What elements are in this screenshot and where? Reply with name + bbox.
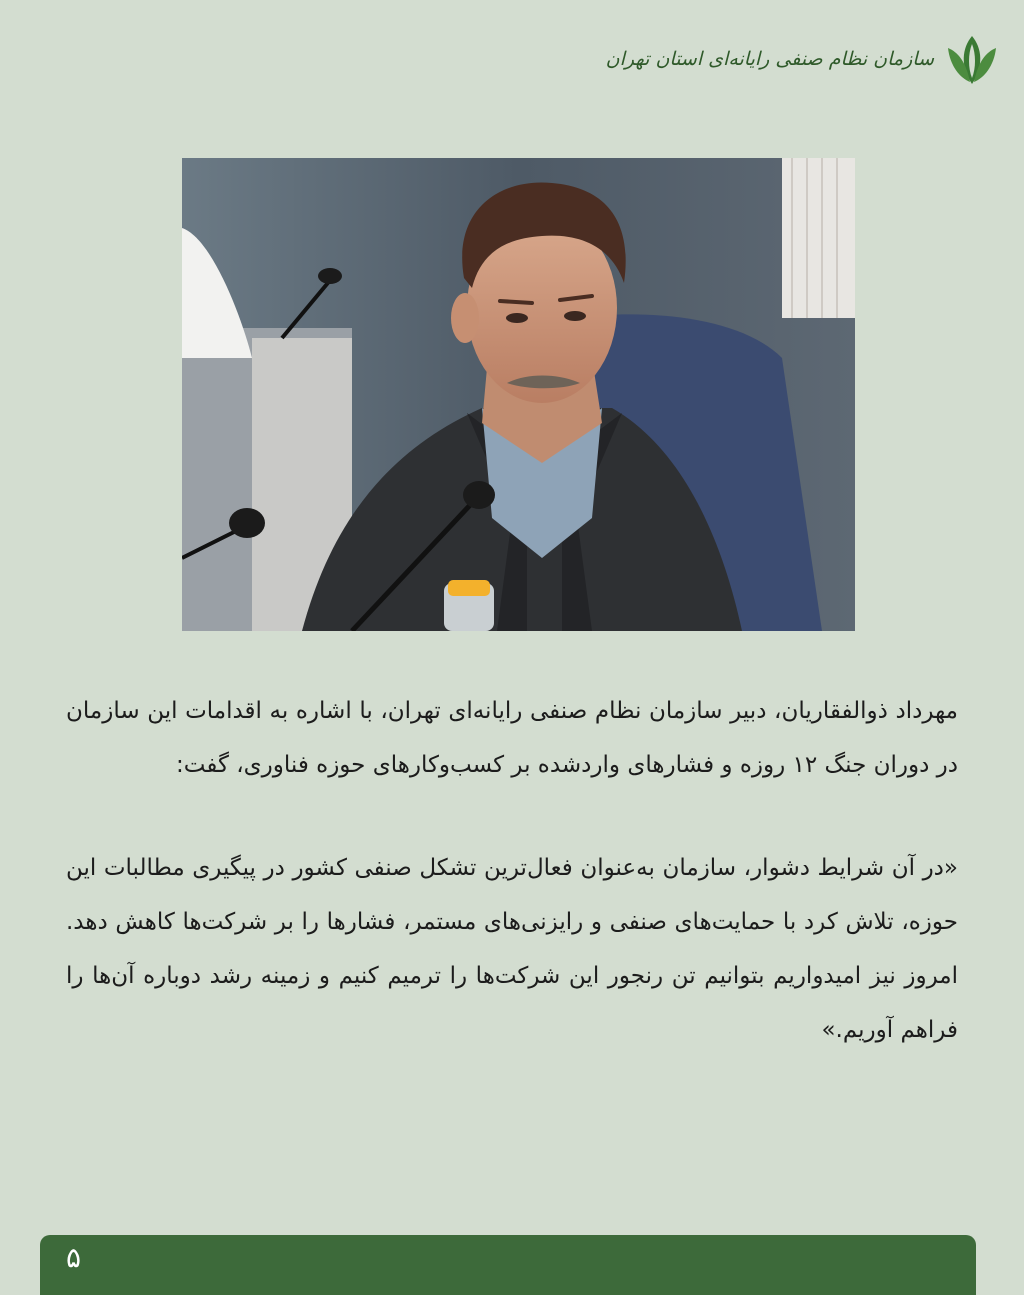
footer-bar xyxy=(40,1235,976,1295)
header xyxy=(606,30,998,88)
org-name: سازمان نظام صنفی رایانه‌ای استان تهران xyxy=(605,48,934,70)
green-leaf-logo-icon xyxy=(946,30,998,88)
quote-paragraph: «در آن شرایط دشوار، سازمان به‌عنوان فعال‌ترین تشکل صنفی کشور در پیگیری مطالبات این حوزه، تلاش کرد با حمایت‌های صنفی و رایزنی‌های مستمر، فشارها را بر شرکت‌ها کاهش دهد. امروز نیز امیدواریم بتوانیم تن رنجور این شرکت‌ها را ترمیم کنیم و زمینه رشد دوباره آن‌ها را فراهم آوریم.» xyxy=(66,855,958,1043)
intro-paragraph: مهرداد ذوالفقاریان، دبیر سازمان نظام صنفی رایانه‌ای تهران، با اشاره به اقدامات این سازمان در دوران جنگ ۱۲ روزه و فشارهای واردشده بر کسب‌وکارهای حوزه فناوری، گفت: xyxy=(66,698,958,778)
page-number: ۵ xyxy=(66,1241,82,1274)
article-body xyxy=(66,684,958,1057)
portrait-photo xyxy=(182,158,855,631)
